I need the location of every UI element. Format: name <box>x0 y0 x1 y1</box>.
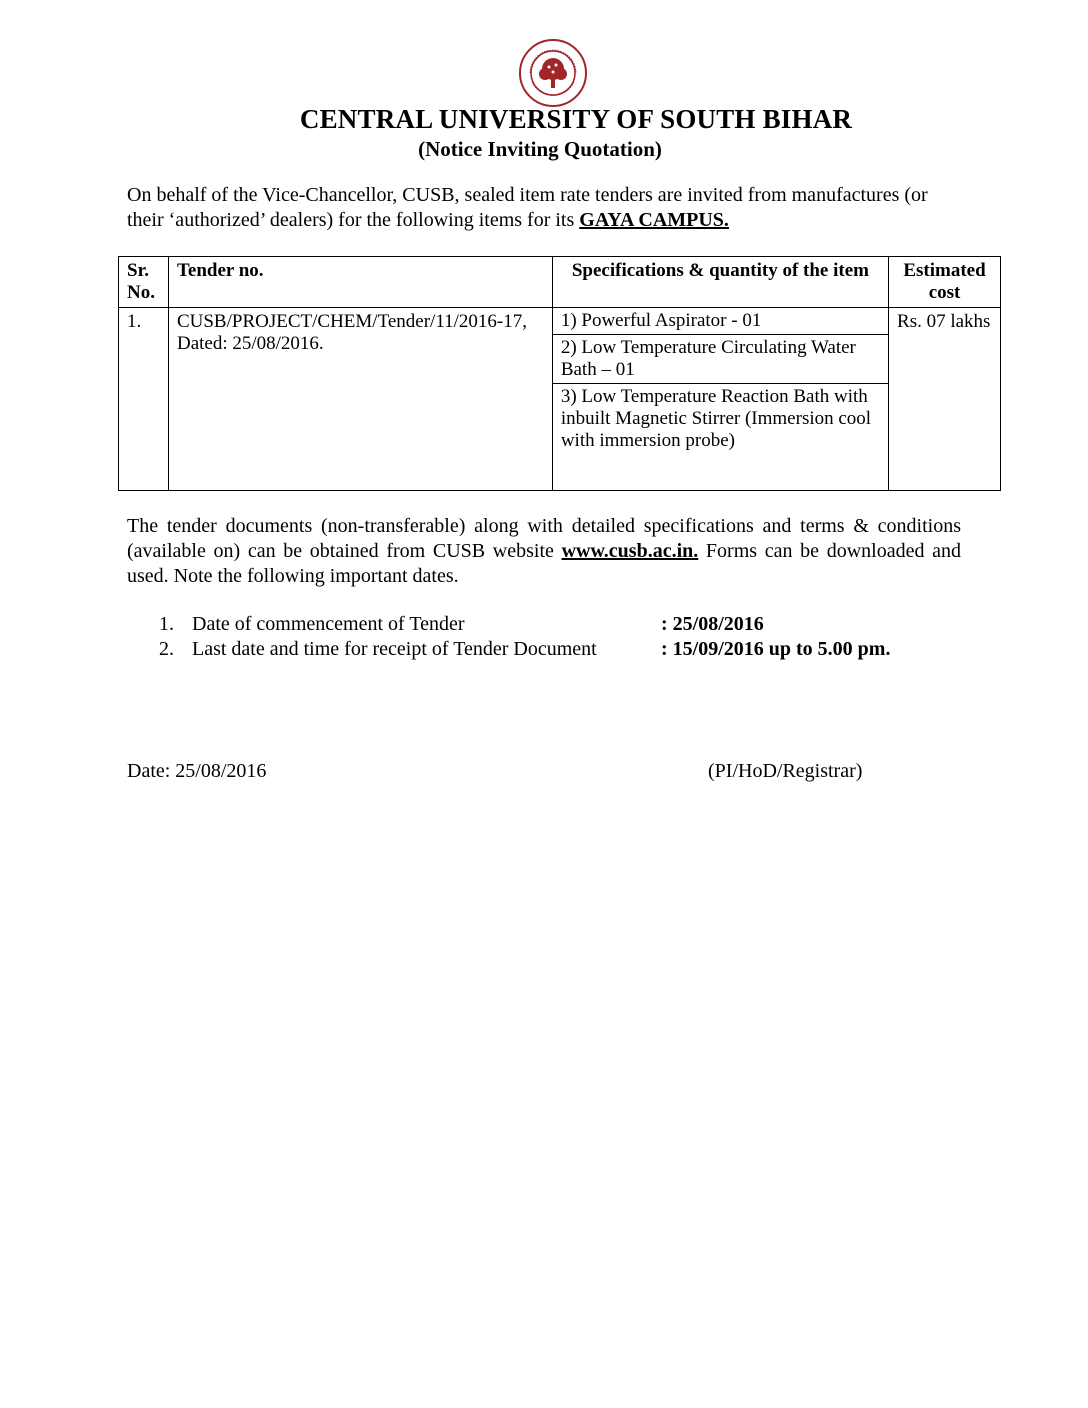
date-label: Last date and time for receipt of Tender Document <box>192 638 597 660</box>
header-specifications: Specifications & quantity of the item <box>552 257 888 308</box>
tender-table <box>118 256 1001 491</box>
date-number: 2. <box>159 638 174 660</box>
campus-name: GAYA CAMPUS. <box>579 209 729 231</box>
row-estimated-cost: Rs. 07 lakhs <box>889 308 1001 491</box>
spec-item: 2) Low Temperature Circulating Water Bath – 01 <box>553 335 888 384</box>
header-estimated-cost: Estimated cost <box>889 257 1001 308</box>
spec-item: 3) Low Temperature Reaction Bath with inbuilt Magnetic Stirrer (Immersion cool with immersion probe) <box>560 386 872 451</box>
university-title: CENTRAL UNIVERSITY OF SOUTH BIHAR <box>299 104 853 134</box>
intro-paragraph: On behalf of the Vice-Chancellor, CUSB, sealed item rate tenders are invited from manufactures (or their ‘authorized’ dealers) for the following items for its GAYA CAMPUS. <box>127 184 928 231</box>
website-link[interactable]: www.cusb.ac.in. <box>561 540 699 562</box>
tender-description: The tender documents (non-transferable) along with detailed specifications and terms & conditions (available on) can be obtained from CUSB website www.cusb.ac.in. Forms can be downloaded and used. Note the following important dates. <box>127 515 961 587</box>
row-specifications <box>552 308 888 491</box>
notice-subtitle: (Notice Inviting Quotation) <box>418 137 662 161</box>
row-sr: 1. <box>119 308 169 491</box>
date-label: Date of commencement of Tender <box>192 613 465 635</box>
header-tender-no: Tender no. <box>168 257 552 308</box>
list-item <box>159 637 959 662</box>
notice-date: Date: 25/08/2016 <box>127 760 267 782</box>
date-number: 1. <box>159 613 174 635</box>
signatory: (PI/HoD/Registrar) <box>708 760 863 782</box>
list-item <box>159 612 959 637</box>
university-seal-icon <box>518 38 588 108</box>
table-row <box>119 308 1001 491</box>
header-sr-no: Sr. No. <box>119 257 169 308</box>
date-value: : 25/08/2016 <box>661 613 764 635</box>
row-tender-no: CUSB/PROJECT/CHEM/Tender/11/2016-17, Dated: 25/08/2016. <box>168 308 552 491</box>
important-dates-list <box>159 612 959 662</box>
date-value: : 15/09/2016 up to 5.00 pm. <box>661 638 891 660</box>
spec-item: 1) Powerful Aspirator - 01 <box>553 308 888 335</box>
table-header-row <box>119 257 1001 308</box>
